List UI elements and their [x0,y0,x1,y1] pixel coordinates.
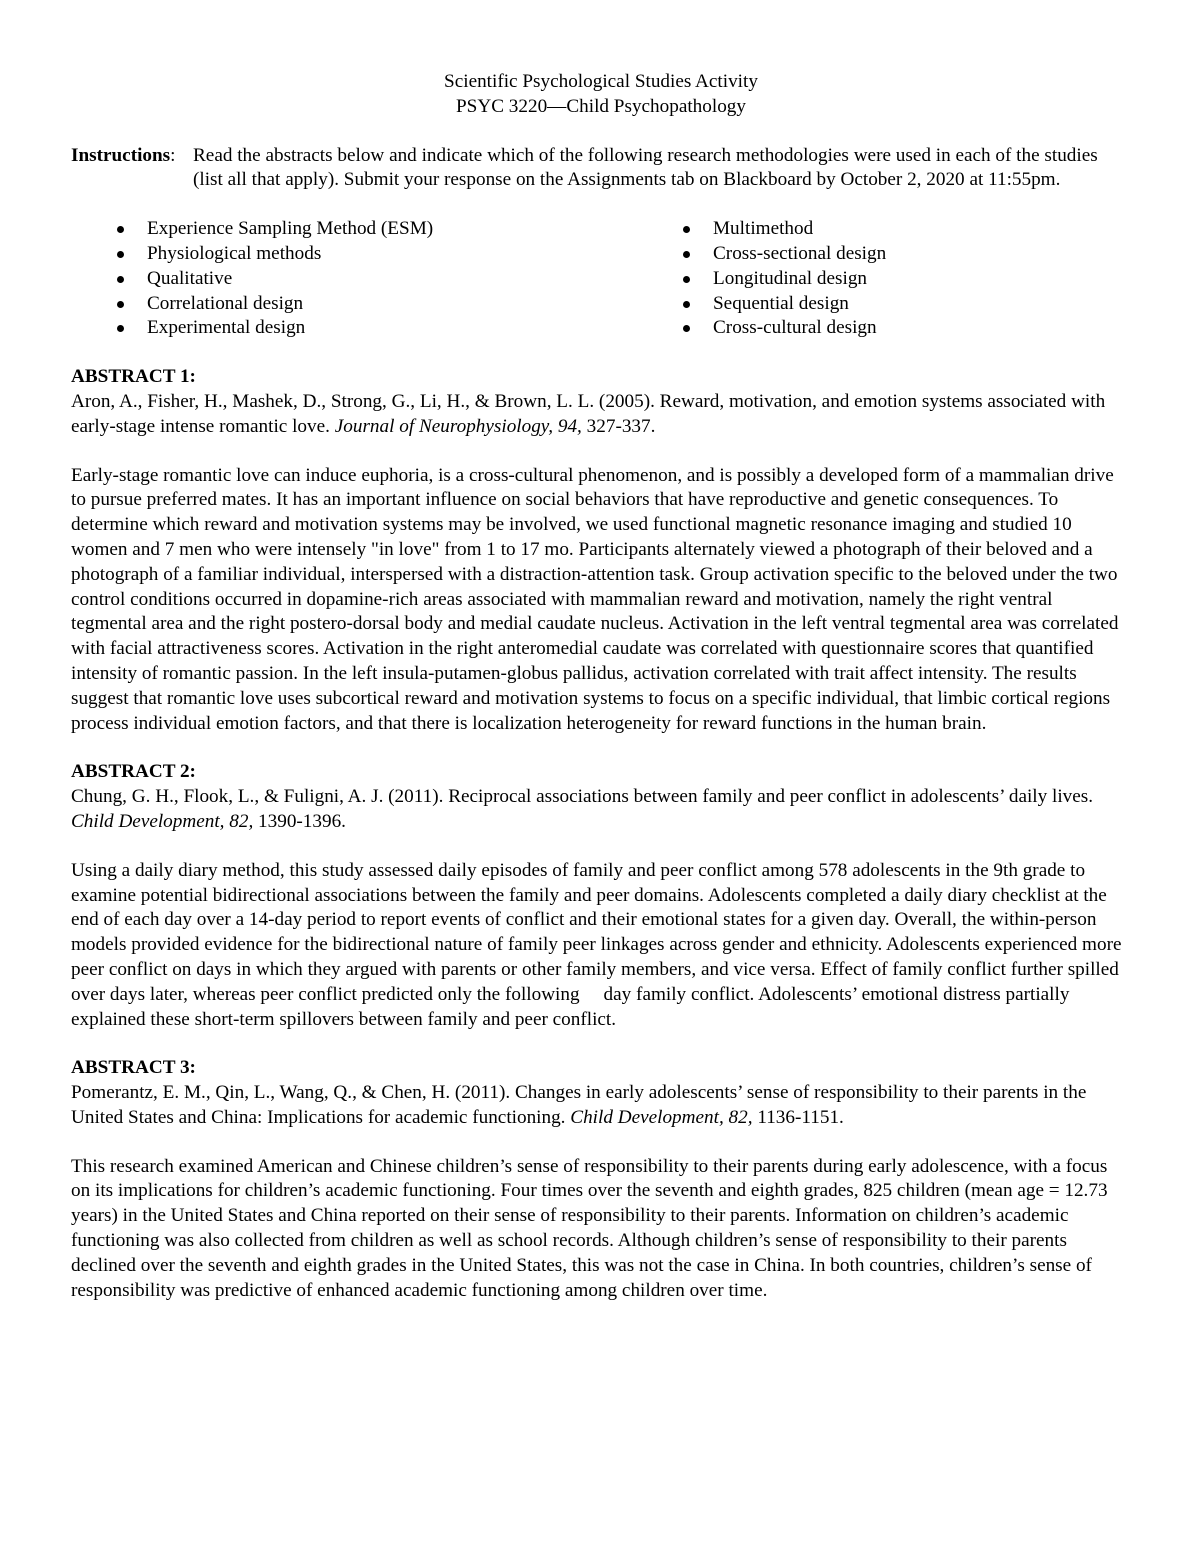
methods-list [71,217,1131,341]
abstract-body: Using a daily diary method, this study assessed daily episodes of family and peer conflict among 578 adolescents in the 9th grade to examine potential bidirectional associations between the family and peer domains. Adolescents completed a daily diary checklist at the end of each day over a 14-day period to report events of conflict and their emotional states for a given day. Overall, the within-person models provided evidence for the bidirectional nature of family peer linkages across gender and ethnicity. Adolescents experienced more peer conflict on days in which they argued with parents or other family members, and vice versa. Effect of family conflict further spilled over days later, whereas peer conflict predicted only the following day family conflict. Adolescents’ emotional distress partially explained these short-term spillovers between family and peer conflict. [71,859,1127,1030]
instructions-text: Read the abstracts below and indicate which of the following research methodologies were used in each of the studies (list all that apply). Submit your response on the Assignments tab on Blackboard by October 2, 2020 at 11:55pm. [193,144,1098,191]
abstract-heading: ABSTRACT 1: [71,366,196,388]
instructions-label: Instructions: [71,144,176,166]
document-title: Scientific Psychological Studies Activity [444,71,758,92]
abstract-citation: Aron, A., Fisher, H., Mashek, D., Strong, G., Li, H., & Brown, L. L. (2005). Reward, motivation, and emotion systems associated with early-stage intense romantic love. Journal of Neurophysiology, 94, 327-337. [71,390,1106,437]
instructions-block [71,144,1131,194]
journal-name: Journal of Neurophysiology, 94, [334,415,582,437]
methods-list-right [637,217,1117,341]
abstract-citation: Chung, G. H., Flook, L., & Fuligni, A. J. (2011). Reciprocal associations between family and peer conflict in adolescents’ daily lives. Child Development, 82, 1390-1396. [71,786,1094,832]
method-item: Experimental design [71,316,637,341]
abstract-2 [71,760,1131,1032]
abstract-3 [71,1056,1131,1303]
abstract-body: This research examined American and Chinese children’s sense of responsibility to their parents during early adolescence, with a focus on its implications for children’s academic functioning. Four times over the seventh and eighth grades, 825 children (mean age = 12.73 years) in the United States and China reported on their sense of responsibility to their parents. Information on children’s academic functioning was also collected from children as well as school records. Although children’s sense of responsibility to their parents declined over the seventh and eighth grades in the United States, this was not the case in China. In both countries, children’s sense of responsibility was predictive of enhanced academic functioning among children over time. [71,1155,1108,1301]
journal-name: Child Development, 82, [570,1106,753,1128]
method-item: Multimethod [637,217,1117,242]
method-item: Cross-cultural design [637,316,1117,341]
method-item: Qualitative [71,267,637,292]
method-item: Experience Sampling Method (ESM) [71,217,637,242]
method-item: Longitudinal design [637,267,1117,292]
abstract-heading: ABSTRACT 3: [71,1057,196,1079]
method-item: Sequential design [637,292,1117,317]
abstract-citation: Pomerantz, E. M., Qin, L., Wang, Q., & Chen, H. (2011). Changes in early adolescents’ sense of responsibility to their parents in the United States and China: Implications for academic functioning. Child Development, 82, 1136-1151. [71,1082,1087,1128]
method-item: Cross-sectional design [637,242,1117,267]
method-item: Correlational design [71,292,637,317]
abstract-1 [71,365,1131,736]
course-title: PSYC 3220—Child Psychopathology [456,95,746,117]
document-page [71,70,1131,1303]
abstract-body: Early-stage romantic love can induce euphoria, is a cross-cultural phenomenon, and is possibly a developed form of a mammalian drive to pursue preferred mates. It has an important influence on social behaviors that have reproductive and genetic consequences. To determine which reward and motivation systems may be involved, we used functional magnetic resonance imaging and studied 10 women and 7 men who were intensely "in love" from 1 to 17 mo. Participants alternately viewed a photograph of their beloved and a photograph of a familiar individual, interspersed with a distraction-attention task. Group activation specific to the beloved under the two control conditions occurred in dopamine-rich areas associated with mammalian reward and motivation, namely the right ventral tegmental area and the right postero-dorsal body and medial caudate nucleus. Activation in the left ventral tegmental area was correlated with facial attractiveness scores. Activation in the right anteromedial caudate was correlated with questionnaire scores that quantified intensity of romantic passion. In the left insula-putamen-globus pallidus, activation correlated with trait affect intensity. The results suggest that romantic love uses subcortical reward and motivation systems to focus on a specific individual, that limbic cortical regions process individual emotion factors, and that there is localization heterogeneity for reward functions in the human brain. [71,464,1119,734]
methods-list-left [71,217,637,341]
abstract-heading: ABSTRACT 2: [71,761,196,783]
method-item: Physiological methods [71,242,637,267]
journal-name: Child Development, 82, [71,810,254,832]
